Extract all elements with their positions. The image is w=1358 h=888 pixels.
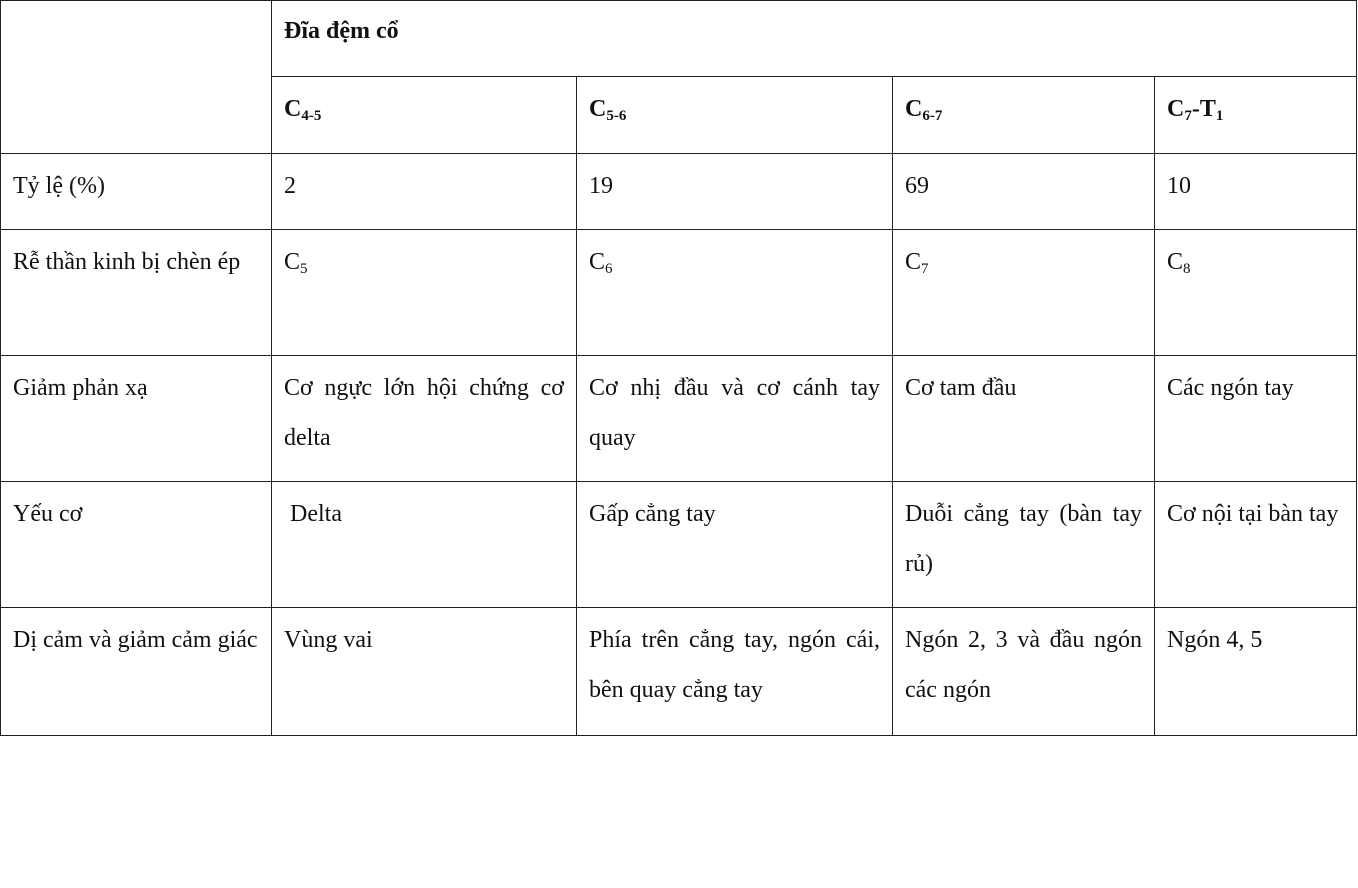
table-cell: 2 xyxy=(272,154,577,230)
row-label: Dị cảm và giảm cảm giác xyxy=(1,608,272,736)
row-label: Giảm phản xạ xyxy=(1,356,272,482)
group-header-cell xyxy=(272,1,1357,77)
table-cell: Ngón 2, 3 và đầu ngón các ngón xyxy=(893,608,1155,736)
column-header-subscript: 5-6 xyxy=(606,108,627,124)
column-header-subscript: 6-7 xyxy=(922,108,943,124)
row-label: Yếu cơ xyxy=(1,482,272,608)
row-label: Rễ thần kinh bị chèn ép xyxy=(1,230,272,356)
table-cell: Phía trên cẳng tay, ngón cái, bên quay cẳng tay xyxy=(577,608,893,736)
table-cell: Cơ ngực lớn hội chứng cơ delta xyxy=(272,356,577,482)
table-cell: 69 xyxy=(893,154,1155,230)
table-row-sensory xyxy=(1,608,1357,736)
table-cell: Gấp cẳng tay xyxy=(577,482,893,608)
header-row-group xyxy=(1,1,1357,77)
column-header-c6-7: C6-7 xyxy=(893,77,1155,154)
column-header-c5-6: C5-6 xyxy=(577,77,893,154)
table-row-weakness xyxy=(1,482,1357,608)
table-row-reflex xyxy=(1,356,1357,482)
table-cell: Cơ nhị đầu và cơ cánh tay quay xyxy=(577,356,893,482)
column-header-c4-5: C4-5 xyxy=(272,77,577,154)
corner-cell xyxy=(1,1,272,154)
table-cell: $C_5$ xyxy=(272,230,577,356)
table-row-nerve-root xyxy=(1,230,1357,356)
table-cell: 19 xyxy=(577,154,893,230)
table-cell: Cơ nội tại bàn tay xyxy=(1155,482,1357,608)
column-header-subscript: 4-5 xyxy=(301,108,322,124)
column-header-subscript: 7 xyxy=(1184,108,1192,124)
table-row-percentage xyxy=(1,154,1357,230)
table-cell: $C_6$ xyxy=(577,230,893,356)
table-cell: Cơ tam đầu xyxy=(893,356,1155,482)
table-cell: Ngón 4, 5 xyxy=(1155,608,1357,736)
table-cell: 10 xyxy=(1155,154,1357,230)
column-header-c7-t1: C7-T1 xyxy=(1155,77,1357,154)
table-cell: Vùng vai xyxy=(272,608,577,736)
table-cell: $C_8$ xyxy=(1155,230,1357,356)
table-cell: Các ngón tay xyxy=(1155,356,1357,482)
table-cell: Delta xyxy=(272,482,577,608)
column-header-subscript: 1 xyxy=(1215,108,1224,124)
group-header-text: Đĩa đệm cổ xyxy=(284,18,399,44)
row-label: Tỷ lệ (%) xyxy=(1,154,272,230)
table-cell: $C_7$ xyxy=(893,230,1155,356)
table-cell: Duỗi cẳng tay (bàn tay rủ) xyxy=(893,482,1155,608)
